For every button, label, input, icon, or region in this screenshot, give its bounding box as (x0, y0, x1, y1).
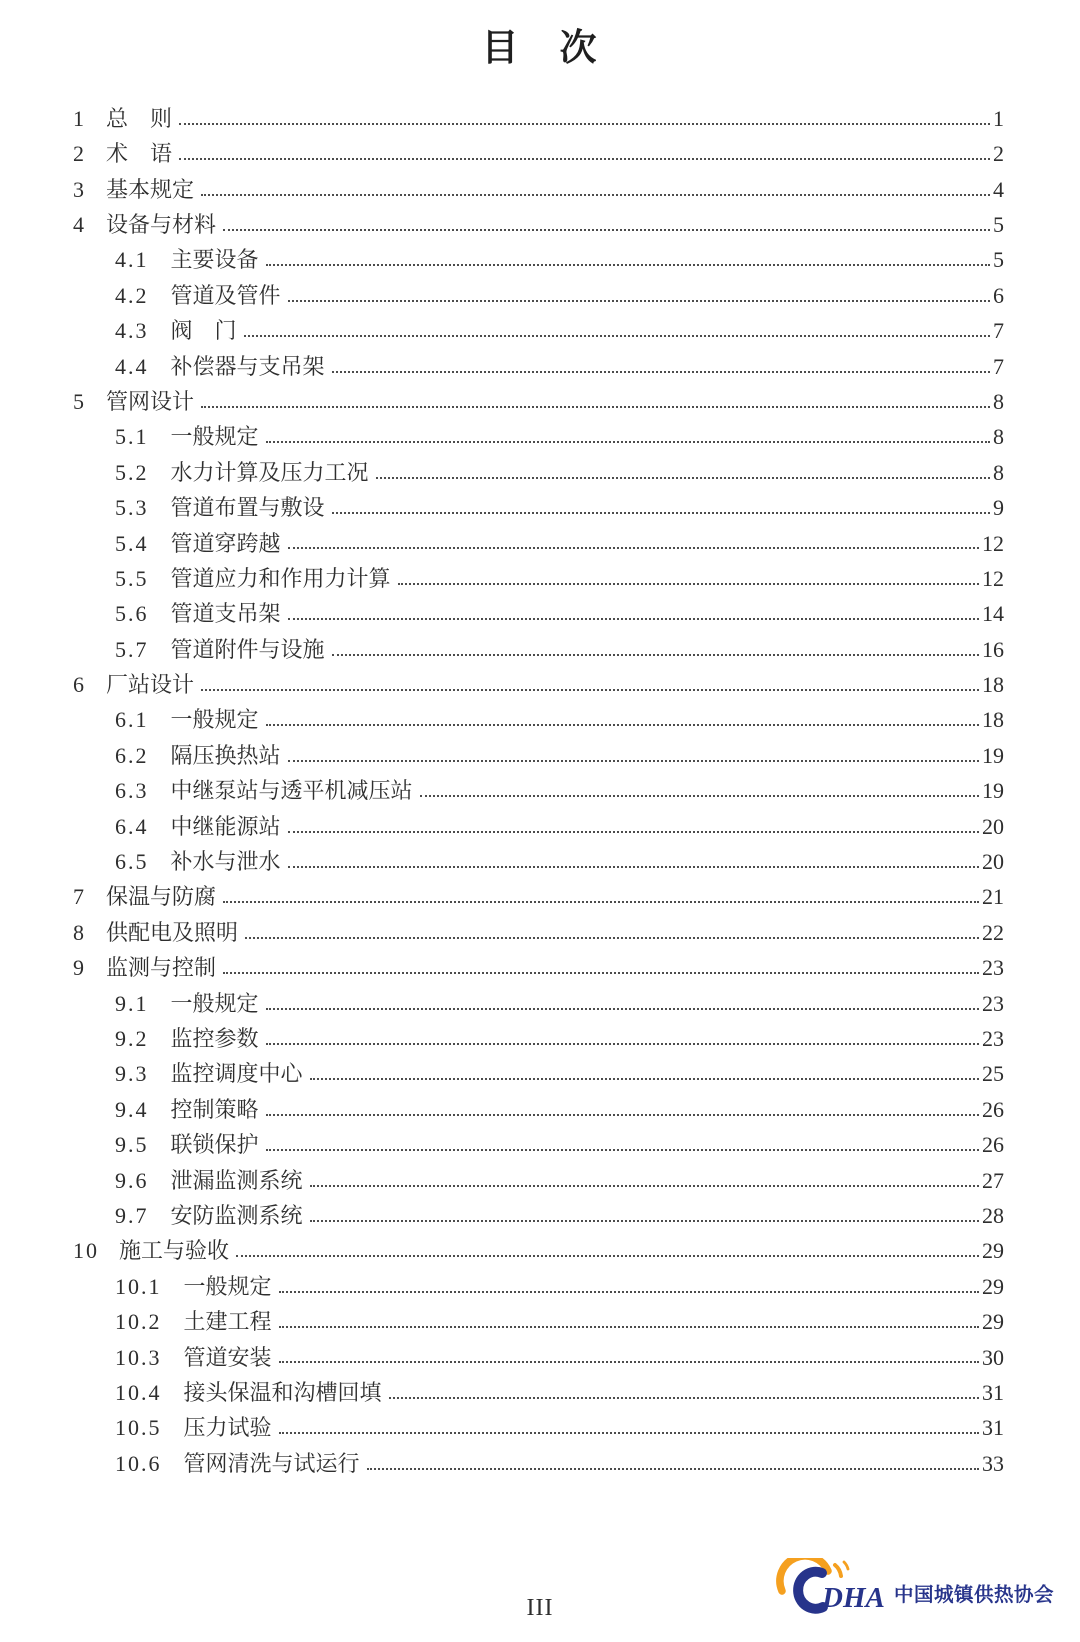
toc-entry-page: 29 (982, 1273, 1004, 1299)
toc-entry-label: 管道及管件 (170, 282, 281, 308)
toc-entry-label: 施工与验收 (119, 1238, 230, 1264)
toc-entry-number: 5 (73, 388, 86, 414)
toc-entry-number: 5.1 (115, 424, 149, 450)
toc-entry-number: 6.4 (115, 813, 149, 839)
toc-entry-page: 4 (993, 176, 1004, 202)
toc-entry-label: 一般规定 (170, 707, 259, 733)
toc-entry-page: 20 (982, 849, 1004, 875)
toc-entry-page: 5 (993, 247, 1004, 273)
toc-entry (0, 1370, 1004, 1405)
toc-entry-number: 9.5 (115, 1132, 149, 1158)
toc-entry (0, 1123, 1004, 1158)
toc-entry-number: 6 (73, 672, 86, 698)
dot-leader (201, 194, 990, 196)
toc-entry-page: 28 (982, 1202, 1004, 1228)
toc-entry-label: 阀 门 (170, 318, 237, 344)
logo-acronym: DHA (821, 1582, 885, 1614)
toc-entry-label: 土建工程 (183, 1309, 272, 1335)
toc-entry-label: 安防监测系统 (170, 1202, 303, 1228)
toc-entry-number: 10.2 (115, 1309, 162, 1335)
toc-entry-number: 8 (73, 919, 86, 945)
dot-leader (266, 264, 990, 266)
toc-entry-label: 接头保温和沟槽回填 (183, 1379, 382, 1405)
toc-entry-page: 22 (982, 919, 1004, 945)
dot-leader (266, 1043, 979, 1045)
toc-entry-page: 25 (982, 1061, 1004, 1087)
dot-leader (288, 618, 979, 620)
dot-leader (179, 123, 990, 125)
cdha-flame-c-mark (776, 1558, 888, 1614)
toc-entry-label: 联锁保护 (170, 1132, 259, 1158)
toc-entry-label: 设备与材料 (106, 212, 217, 237)
toc-entry (0, 415, 1004, 450)
dot-leader (288, 831, 979, 833)
toc-entry-label: 压力试验 (183, 1415, 272, 1441)
dot-leader (389, 1397, 979, 1399)
dot-leader (266, 1149, 979, 1151)
dot-leader (279, 1326, 979, 1328)
toc-entry (0, 946, 1004, 981)
toc-entry-number: 10.1 (115, 1273, 162, 1299)
dot-leader (332, 512, 990, 514)
logo-tick-icon (844, 1562, 848, 1569)
toc-entry-page: 5 (993, 212, 1004, 237)
toc-entry-label: 中继泵站与透平机减压站 (170, 778, 413, 804)
dot-leader (223, 972, 979, 974)
dot-leader (332, 371, 990, 373)
toc-entry (0, 556, 1004, 591)
toc-entry-number: 9 (73, 955, 86, 981)
toc-entry-page: 9 (993, 495, 1004, 521)
toc-entry-page: 30 (982, 1344, 1004, 1370)
toc-entry-page: 23 (982, 955, 1004, 981)
toc-entry-page: 29 (982, 1238, 1004, 1264)
toc-entry (0, 769, 1004, 804)
toc-entry-label: 保温与防腐 (106, 884, 217, 910)
dot-leader (266, 1008, 979, 1010)
toc-entry-number: 9.7 (115, 1202, 149, 1228)
toc-entry (0, 1194, 1004, 1229)
dot-leader (367, 1468, 979, 1470)
toc-entry-page: 29 (982, 1309, 1004, 1335)
toc-entry-label: 监控参数 (170, 1025, 259, 1051)
toc-entry-label: 补水与泄水 (170, 849, 281, 875)
toc-entry-page: 14 (982, 601, 1004, 627)
toc-entry (0, 733, 1004, 768)
toc-entry-page: 2 (993, 141, 1004, 167)
toc-entry-number: 5.6 (115, 601, 149, 627)
dot-leader (310, 1078, 979, 1080)
dot-leader (332, 654, 979, 656)
dot-leader (223, 229, 990, 231)
toc-entry (0, 380, 1004, 415)
toc-entry (0, 238, 1004, 273)
toc-entry (0, 1052, 1004, 1087)
dot-leader (310, 1220, 979, 1222)
toc-entry (0, 486, 1004, 521)
toc-entry-number: 1 (73, 105, 86, 131)
toc-entry-page: 26 (982, 1096, 1004, 1122)
toc-entry-label: 中继能源站 (170, 813, 281, 839)
toc-entry-page: 7 (993, 318, 1004, 344)
toc-entry (0, 804, 1004, 839)
toc-entry-page: 27 (982, 1167, 1004, 1193)
dot-leader (245, 937, 979, 939)
toc-entry-number: 5.2 (115, 459, 149, 485)
toc-entry (0, 1300, 1004, 1335)
toc-entry-page: 23 (982, 990, 1004, 1016)
toc-entry-page: 8 (993, 388, 1004, 414)
toc-entry-page: 8 (993, 459, 1004, 485)
toc-entry-page: 6 (993, 282, 1004, 308)
logo-org-name: 中国城镇供热协会 (893, 1584, 1054, 1606)
folio-page-number: III (526, 1595, 554, 1621)
toc-entry (0, 1441, 1004, 1476)
toc-entry-label: 主要设备 (170, 247, 259, 273)
dot-leader (420, 795, 979, 797)
toc-entry-number: 5.5 (115, 565, 149, 591)
toc-entry-label: 监控调度中心 (170, 1061, 303, 1087)
toc-entry-number: 5.4 (115, 530, 149, 556)
toc-entry-number: 4.2 (115, 282, 149, 308)
toc-entry-number: 2 (73, 141, 86, 167)
toc-entry (0, 132, 1004, 167)
toc-entry-number: 3 (73, 176, 86, 202)
document-page (0, 27, 1080, 1642)
toc-entry-number: 6.5 (115, 849, 149, 875)
dot-leader (266, 1114, 979, 1116)
toc-entry-number: 5.3 (115, 495, 149, 521)
toc-entry-label: 一般规定 (183, 1273, 272, 1299)
toc-entry-number: 9.6 (115, 1167, 149, 1193)
toc-entry-page: 16 (982, 636, 1004, 662)
toc-entry-page: 19 (982, 742, 1004, 768)
logo-tick-icon (835, 1565, 841, 1576)
toc-entry-label: 一般规定 (170, 424, 259, 450)
toc-entry-number: 5.7 (115, 636, 149, 662)
toc-entry (0, 167, 1004, 202)
toc-entry-number: 4 (73, 212, 86, 237)
toc-entry-number: 10.6 (115, 1450, 162, 1476)
dot-leader (266, 441, 990, 443)
toc-entry-label: 管道附件与设施 (170, 636, 325, 662)
toc-entry-label: 泄漏监测系统 (170, 1167, 303, 1193)
toc-entry-page: 18 (982, 707, 1004, 733)
toc-entry-page: 31 (982, 1379, 1004, 1405)
toc-entry-number: 6.3 (115, 778, 149, 804)
toc-entry-label: 水力计算及压力工况 (170, 459, 369, 485)
dot-leader (288, 866, 979, 868)
toc-entry-label: 管道安装 (183, 1344, 272, 1370)
toc-entry-label: 控制策略 (170, 1096, 259, 1122)
toc-entry (0, 1264, 1004, 1299)
toc-entry-number: 4.3 (115, 318, 149, 344)
toc-entry (0, 203, 1004, 238)
dot-leader (179, 158, 990, 160)
toc-entry (0, 309, 1004, 344)
toc-entry (0, 875, 1004, 910)
toc-entry (0, 1406, 1004, 1441)
toc-entry (0, 521, 1004, 556)
toc-entry-label: 监测与控制 (106, 955, 217, 981)
dot-leader (279, 1291, 979, 1293)
toc-entry-label: 管道穿跨越 (170, 530, 281, 556)
toc-entry-label: 总 则 (106, 105, 173, 131)
toc-entry-number: 7 (73, 884, 86, 910)
toc-entry (0, 1087, 1004, 1122)
toc-list (0, 96, 1080, 1476)
dot-leader (266, 724, 979, 726)
toc-entry-number: 6.2 (115, 742, 149, 768)
toc-entry-number: 6.1 (115, 707, 149, 733)
page-title: 目 次 (481, 28, 599, 69)
toc-entry-page: 18 (982, 672, 1004, 698)
toc-entry (0, 910, 1004, 945)
toc-entry-page: 26 (982, 1132, 1004, 1158)
dot-leader (288, 760, 979, 762)
toc-entry-number: 4.1 (115, 247, 149, 273)
toc-entry (0, 450, 1004, 485)
toc-entry-label: 一般规定 (170, 990, 259, 1016)
toc-entry-number: 9.2 (115, 1025, 149, 1051)
toc-entry (0, 273, 1004, 308)
toc-entry-label: 管网设计 (106, 388, 195, 414)
toc-entry-page: 8 (993, 424, 1004, 450)
toc-entry-page: 31 (982, 1415, 1004, 1441)
toc-entry-number: 10.4 (115, 1379, 162, 1405)
dot-leader (201, 689, 979, 691)
toc-entry-number: 9.4 (115, 1096, 149, 1122)
toc-entry-label: 基本规定 (106, 176, 195, 202)
toc-entry-page: 12 (982, 530, 1004, 556)
toc-entry (0, 1229, 1004, 1264)
dot-leader (244, 335, 990, 337)
toc-entry-label: 管网清洗与试运行 (183, 1450, 360, 1476)
toc-entry (0, 627, 1004, 662)
toc-entry-label: 厂站设计 (106, 672, 195, 698)
toc-entry-label: 补偿器与支吊架 (170, 353, 325, 379)
toc-entry-page: 20 (982, 813, 1004, 839)
toc-entry-number: 9.1 (115, 990, 149, 1016)
toc-entry (0, 1158, 1004, 1193)
dot-leader (279, 1361, 979, 1363)
toc-entry (0, 1017, 1004, 1052)
dot-leader (288, 547, 979, 549)
toc-entry-label: 管道布置与敷设 (170, 495, 325, 521)
toc-entry (0, 96, 1004, 131)
toc-entry-label: 隔压换热站 (170, 742, 281, 768)
toc-entry (0, 981, 1004, 1016)
toc-entry-page: 23 (982, 1025, 1004, 1051)
toc-entry-page: 19 (982, 778, 1004, 804)
toc-entry-page: 7 (993, 353, 1004, 379)
toc-entry-page: 12 (982, 565, 1004, 591)
dot-leader (236, 1255, 979, 1257)
toc-entry (0, 698, 1004, 733)
toc-entry-page: 21 (982, 884, 1004, 910)
toc-entry (0, 344, 1004, 379)
toc-entry-label: 供配电及照明 (106, 919, 239, 945)
toc-entry-label: 术 语 (106, 141, 173, 167)
toc-entry-label: 管道应力和作用力计算 (170, 565, 391, 591)
toc-entry (0, 663, 1004, 698)
dot-leader (201, 406, 990, 408)
toc-entry-number: 10.5 (115, 1415, 162, 1441)
dot-leader (310, 1185, 979, 1187)
toc-entry (0, 592, 1004, 627)
toc-entry-number: 9.3 (115, 1061, 149, 1087)
toc-entry-label: 管道支吊架 (170, 601, 281, 627)
dot-leader (223, 901, 979, 903)
dot-leader (288, 300, 990, 302)
toc-entry-page: 33 (982, 1450, 1004, 1476)
dot-leader (279, 1432, 979, 1434)
toc-entry-page: 1 (993, 105, 1004, 131)
toc-entry-number: 10.3 (115, 1344, 162, 1370)
toc-entry (0, 840, 1004, 875)
dot-leader (376, 477, 990, 479)
toc-entry-number: 10 (73, 1238, 99, 1264)
toc-entry (0, 1335, 1004, 1370)
toc-entry-number: 4.4 (115, 353, 149, 379)
dot-leader (398, 583, 979, 585)
cdha-logo (776, 1558, 1054, 1614)
